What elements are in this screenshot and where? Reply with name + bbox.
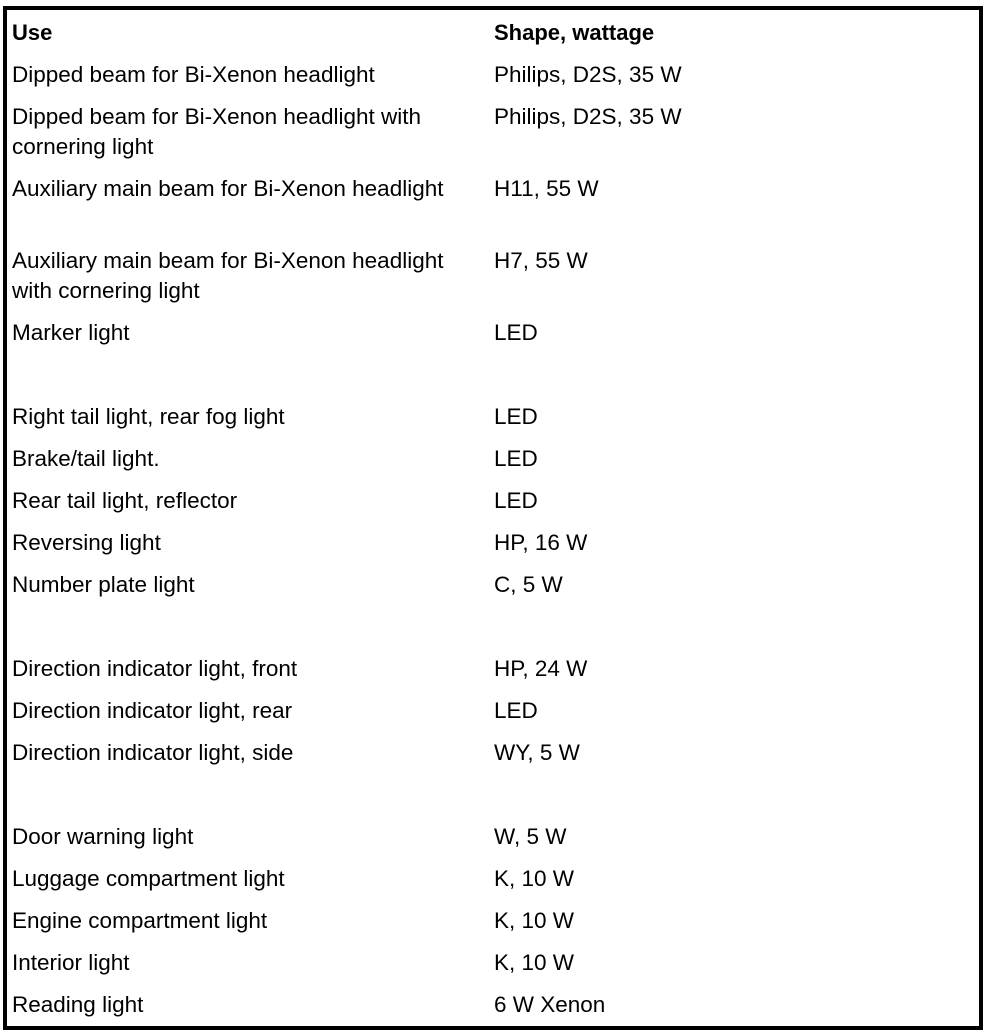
row-use: Door warning light [12, 824, 194, 849]
table-row [12, 486, 972, 528]
row-use: Auxiliary main beam for Bi-Xenon headlight [12, 176, 444, 201]
row-shape: 6 W Xenon [494, 992, 606, 1017]
row-use: Dipped beam for Bi-Xenon headlight with cornering light [12, 104, 421, 159]
table-row [12, 948, 972, 990]
row-shape: W, 5 W [494, 824, 567, 849]
table-row [12, 246, 972, 318]
table-row [12, 570, 972, 612]
table-row [12, 102, 972, 174]
row-shape: Philips, D2S, 35 W [494, 104, 682, 129]
table-row [12, 822, 972, 864]
row-use: Dipped beam for Bi-Xenon headlight [12, 62, 375, 87]
table-spacer-row [12, 780, 972, 822]
row-use: Interior light [12, 950, 130, 975]
row-shape: LED [494, 320, 538, 345]
table-row [12, 654, 972, 696]
row-shape: K, 10 W [494, 908, 575, 933]
row-shape: H11, 55 W [494, 176, 599, 201]
row-shape: LED [494, 404, 538, 429]
row-shape: C, 5 W [494, 572, 563, 597]
row-use: Auxiliary main beam for Bi-Xenon headlight with cornering light [12, 248, 444, 303]
table-row [12, 906, 972, 948]
table-row [12, 174, 972, 246]
row-use: Engine compartment light [12, 908, 268, 933]
row-shape: HP, 24 W [494, 656, 588, 681]
bulb-table [12, 18, 972, 1032]
row-use: Right tail light, rear fog light [12, 404, 285, 429]
row-shape: LED [494, 446, 538, 471]
table-spacer-row [12, 360, 972, 402]
row-shape: WY, 5 W [494, 740, 580, 765]
table-spacer-row [12, 612, 972, 654]
row-use: Marker light [12, 320, 130, 345]
row-shape: H7, 55 W [494, 248, 588, 273]
row-use: Direction indicator light, side [12, 740, 294, 765]
table-row [12, 318, 972, 360]
row-use: Direction indicator light, rear [12, 698, 293, 723]
table-row [12, 60, 972, 102]
table-row [12, 864, 972, 906]
row-use: Direction indicator light, front [12, 656, 298, 681]
table-row [12, 402, 972, 444]
row-shape: K, 10 W [494, 950, 575, 975]
row-use: Rear tail light, reflector [12, 488, 238, 513]
row-use: Brake/tail light. [12, 446, 160, 471]
table-row [12, 528, 972, 570]
table-row [12, 738, 972, 780]
row-shape: Philips, D2S, 35 W [494, 62, 682, 87]
row-shape: LED [494, 698, 538, 723]
row-use: Reversing light [12, 530, 161, 555]
table-row [12, 444, 972, 486]
column-header-shape: Shape, wattage [494, 20, 655, 45]
row-shape: LED [494, 488, 538, 513]
column-header-use: Use [12, 20, 53, 45]
row-use: Luggage compartment light [12, 866, 285, 891]
table-header-row [12, 18, 972, 60]
bulb-table-frame [3, 6, 983, 1030]
table-row [12, 696, 972, 738]
table-row [12, 990, 972, 1032]
row-shape: HP, 16 W [494, 530, 588, 555]
row-shape: K, 10 W [494, 866, 575, 891]
row-use: Number plate light [12, 572, 195, 597]
row-use: Reading light [12, 992, 144, 1017]
